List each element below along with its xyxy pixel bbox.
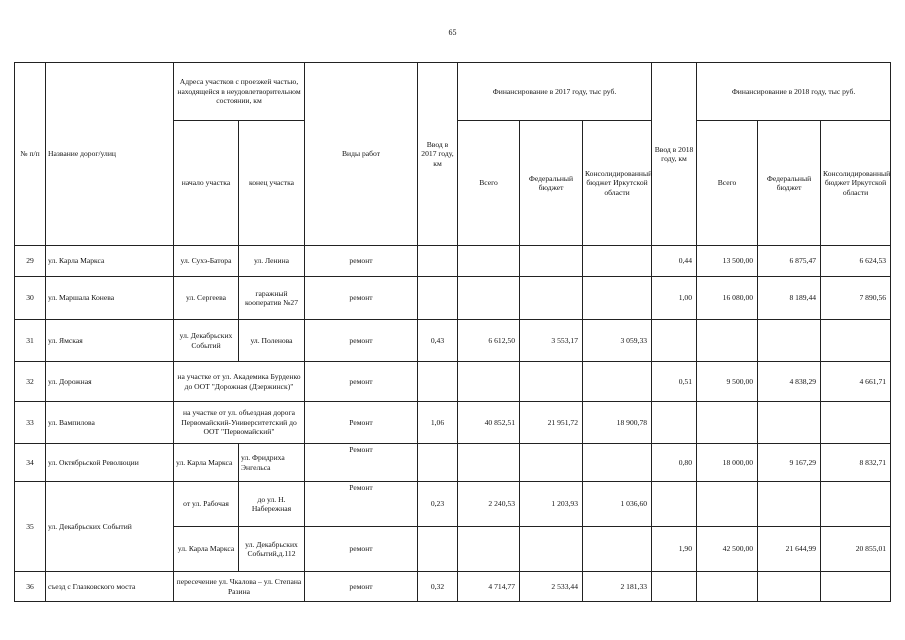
table-row <box>15 444 891 482</box>
header-total-2018: Всего <box>697 121 758 246</box>
row-input-2017 <box>418 277 458 320</box>
row-works: ремонт <box>305 362 418 402</box>
header-consolidated-2017: Консолидированный бюджет Иркутской области <box>583 121 652 246</box>
row-input-2018 <box>652 482 697 527</box>
row-consolidated-2018 <box>821 482 891 527</box>
row-total-2017 <box>458 527 520 572</box>
row-federal-2018 <box>758 572 821 602</box>
table-row <box>15 246 891 277</box>
row-total-2017 <box>458 246 520 277</box>
row-federal-2018 <box>758 320 821 362</box>
row-federal-2017: 3 553,17 <box>520 320 583 362</box>
table-row <box>15 402 891 444</box>
row-consolidated-2018: 6 624,53 <box>821 246 891 277</box>
row-end: ул. Ленина <box>239 246 305 277</box>
row-input-2017 <box>418 246 458 277</box>
row-total-2017: 6 612,50 <box>458 320 520 362</box>
row-total-2017: 4 714,77 <box>458 572 520 602</box>
row-total-2018: 16 080,00 <box>697 277 758 320</box>
row-num: 33 <box>15 402 46 444</box>
row-num: 31 <box>15 320 46 362</box>
row-total-2017 <box>458 277 520 320</box>
row-num: 34 <box>15 444 46 482</box>
row-input-2018 <box>652 320 697 362</box>
row-consolidated-2018: 8 832,71 <box>821 444 891 482</box>
row-works: Ремонт <box>305 402 418 444</box>
page-number: 65 <box>448 28 457 37</box>
row-input-2018: 0,80 <box>652 444 697 482</box>
row-num: 30 <box>15 277 46 320</box>
row-total-2018 <box>697 482 758 527</box>
row-name: ул. Карла Маркса <box>46 246 174 277</box>
row-consolidated-2018 <box>821 402 891 444</box>
row-start: от ул. Рабочая <box>174 482 239 527</box>
row-name: съезд с Глазковского моста <box>46 572 174 602</box>
row-works: ремонт <box>305 320 418 362</box>
row-consolidated-2018 <box>821 320 891 362</box>
row-input-2017 <box>418 444 458 482</box>
row-end: ул. Поленова <box>239 320 305 362</box>
row-input-2017: 1,06 <box>418 402 458 444</box>
row-consolidated-2017 <box>583 444 652 482</box>
row-consolidated-2018: 4 661,71 <box>821 362 891 402</box>
row-num: 29 <box>15 246 46 277</box>
row-consolidated-2017 <box>583 527 652 572</box>
row-input-2018 <box>652 402 697 444</box>
row-works: ремонт <box>305 572 418 602</box>
header-end: конец участка <box>239 121 305 246</box>
row-start: ул. Сергеева <box>174 277 239 320</box>
row-num: 36 <box>15 572 46 602</box>
row-consolidated-2018: 7 890,56 <box>821 277 891 320</box>
header-address-group: Адреса участков с проезжей частью, находящейся в неудовлетворительном состоянии, км <box>174 63 305 121</box>
row-total-2018 <box>697 572 758 602</box>
row-name: ул. Ямская <box>46 320 174 362</box>
row-works: Ремонт <box>305 482 418 527</box>
row-start: ул. Карла Маркса <box>174 444 239 482</box>
row-total-2018 <box>697 402 758 444</box>
row-section: на участке от ул. объездная дорога Первомайский-Университетский до ООТ "Первомайский" <box>174 402 305 444</box>
row-name: ул. Вампилова <box>46 402 174 444</box>
header-input-2018: Ввод в 2018 году, км <box>652 63 697 246</box>
row-total-2018: 13 500,00 <box>697 246 758 277</box>
row-input-2018: 1,00 <box>652 277 697 320</box>
row-name: ул. Октябрьской Революции <box>46 444 174 482</box>
row-input-2017: 0,43 <box>418 320 458 362</box>
row-total-2017 <box>458 444 520 482</box>
row-name: ул. Дорожная <box>46 362 174 402</box>
row-federal-2018 <box>758 402 821 444</box>
row-works: ремонт <box>305 527 418 572</box>
header-start: начало участка <box>174 121 239 246</box>
row-input-2017 <box>418 527 458 572</box>
row-federal-2017: 1 203,93 <box>520 482 583 527</box>
row-consolidated-2017 <box>583 277 652 320</box>
header-federal-2018: Федеральный бюджет <box>758 121 821 246</box>
header-works: Виды работ <box>305 63 418 246</box>
row-federal-2018: 9 167,29 <box>758 444 821 482</box>
row-federal-2018: 6 875,47 <box>758 246 821 277</box>
row-input-2017 <box>418 362 458 402</box>
header-fin-2018: Финансирование в 2018 году, тыс руб. <box>697 63 891 121</box>
row-start: ул. Сухэ-Батора <box>174 246 239 277</box>
row-end: до ул. Н. Набережная <box>239 482 305 527</box>
row-federal-2018: 21 644,99 <box>758 527 821 572</box>
header-fin-2017: Финансирование в 2017 году, тыс руб. <box>458 63 652 121</box>
table-row <box>15 572 891 602</box>
row-consolidated-2017 <box>583 246 652 277</box>
row-start: ул. Декабрьских Событий <box>174 320 239 362</box>
row-federal-2018 <box>758 482 821 527</box>
row-total-2017: 40 852,51 <box>458 402 520 444</box>
row-works: ремонт <box>305 246 418 277</box>
row-end: гаражный кооператив №27 <box>239 277 305 320</box>
header-name: Название дорог/улиц <box>46 63 174 246</box>
row-input-2017: 0,23 <box>418 482 458 527</box>
row-consolidated-2018: 20 855,01 <box>821 527 891 572</box>
row-input-2018: 1,90 <box>652 527 697 572</box>
row-input-2017: 0,32 <box>418 572 458 602</box>
row-total-2018 <box>697 320 758 362</box>
header-input-2017: Ввод в 2017 году, км <box>418 63 458 246</box>
table-row <box>15 362 891 402</box>
row-total-2017 <box>458 362 520 402</box>
header-federal-2017: Федеральный бюджет <box>520 121 583 246</box>
row-input-2018 <box>652 572 697 602</box>
row-start: ул. Карла Маркса <box>174 527 239 572</box>
header-consolidated-2018: Консолидированный бюджет Иркутской области <box>821 121 891 246</box>
row-federal-2018: 4 838,29 <box>758 362 821 402</box>
row-federal-2017 <box>520 527 583 572</box>
header-row-1 <box>15 63 891 121</box>
row-federal-2018: 8 189,44 <box>758 277 821 320</box>
row-total-2018: 9 500,00 <box>697 362 758 402</box>
row-num: 32 <box>15 362 46 402</box>
row-consolidated-2017 <box>583 362 652 402</box>
row-federal-2017 <box>520 277 583 320</box>
row-works: Ремонт <box>305 444 418 482</box>
row-consolidated-2017: 3 059,33 <box>583 320 652 362</box>
row-input-2018: 0,51 <box>652 362 697 402</box>
row-consolidated-2017: 2 181,33 <box>583 572 652 602</box>
financing-table <box>14 62 891 602</box>
row-consolidated-2018 <box>821 572 891 602</box>
row-federal-2017 <box>520 362 583 402</box>
row-federal-2017 <box>520 444 583 482</box>
row-total-2018: 18 000,00 <box>697 444 758 482</box>
row-section: пересечение ул. Чкалова – ул. Степана Разина <box>174 572 305 602</box>
header-num: № п/п <box>15 63 46 246</box>
table-row <box>15 320 891 362</box>
row-works: ремонт <box>305 277 418 320</box>
row-total-2017: 2 240,53 <box>458 482 520 527</box>
row-consolidated-2017: 18 900,78 <box>583 402 652 444</box>
row-input-2018: 0,44 <box>652 246 697 277</box>
table-row <box>15 482 891 527</box>
row-name: ул. Декабрьских Событий <box>46 482 174 572</box>
table-row <box>15 277 891 320</box>
row-federal-2017: 21 951,72 <box>520 402 583 444</box>
row-num: 35 <box>15 482 46 572</box>
row-end: ул. Фридриха Энгельса <box>239 444 305 482</box>
row-end: ул. Декабрьских Событий,д.112 <box>239 527 305 572</box>
row-name: ул. Маршала Конева <box>46 277 174 320</box>
row-federal-2017 <box>520 246 583 277</box>
row-consolidated-2017: 1 036,60 <box>583 482 652 527</box>
row-section: на участке от ул. Академика Бурденко до ООТ "Дорожная (Дзержинск)" <box>174 362 305 402</box>
header-total-2017: Всего <box>458 121 520 246</box>
row-total-2018: 42 500,00 <box>697 527 758 572</box>
row-federal-2017: 2 533,44 <box>520 572 583 602</box>
